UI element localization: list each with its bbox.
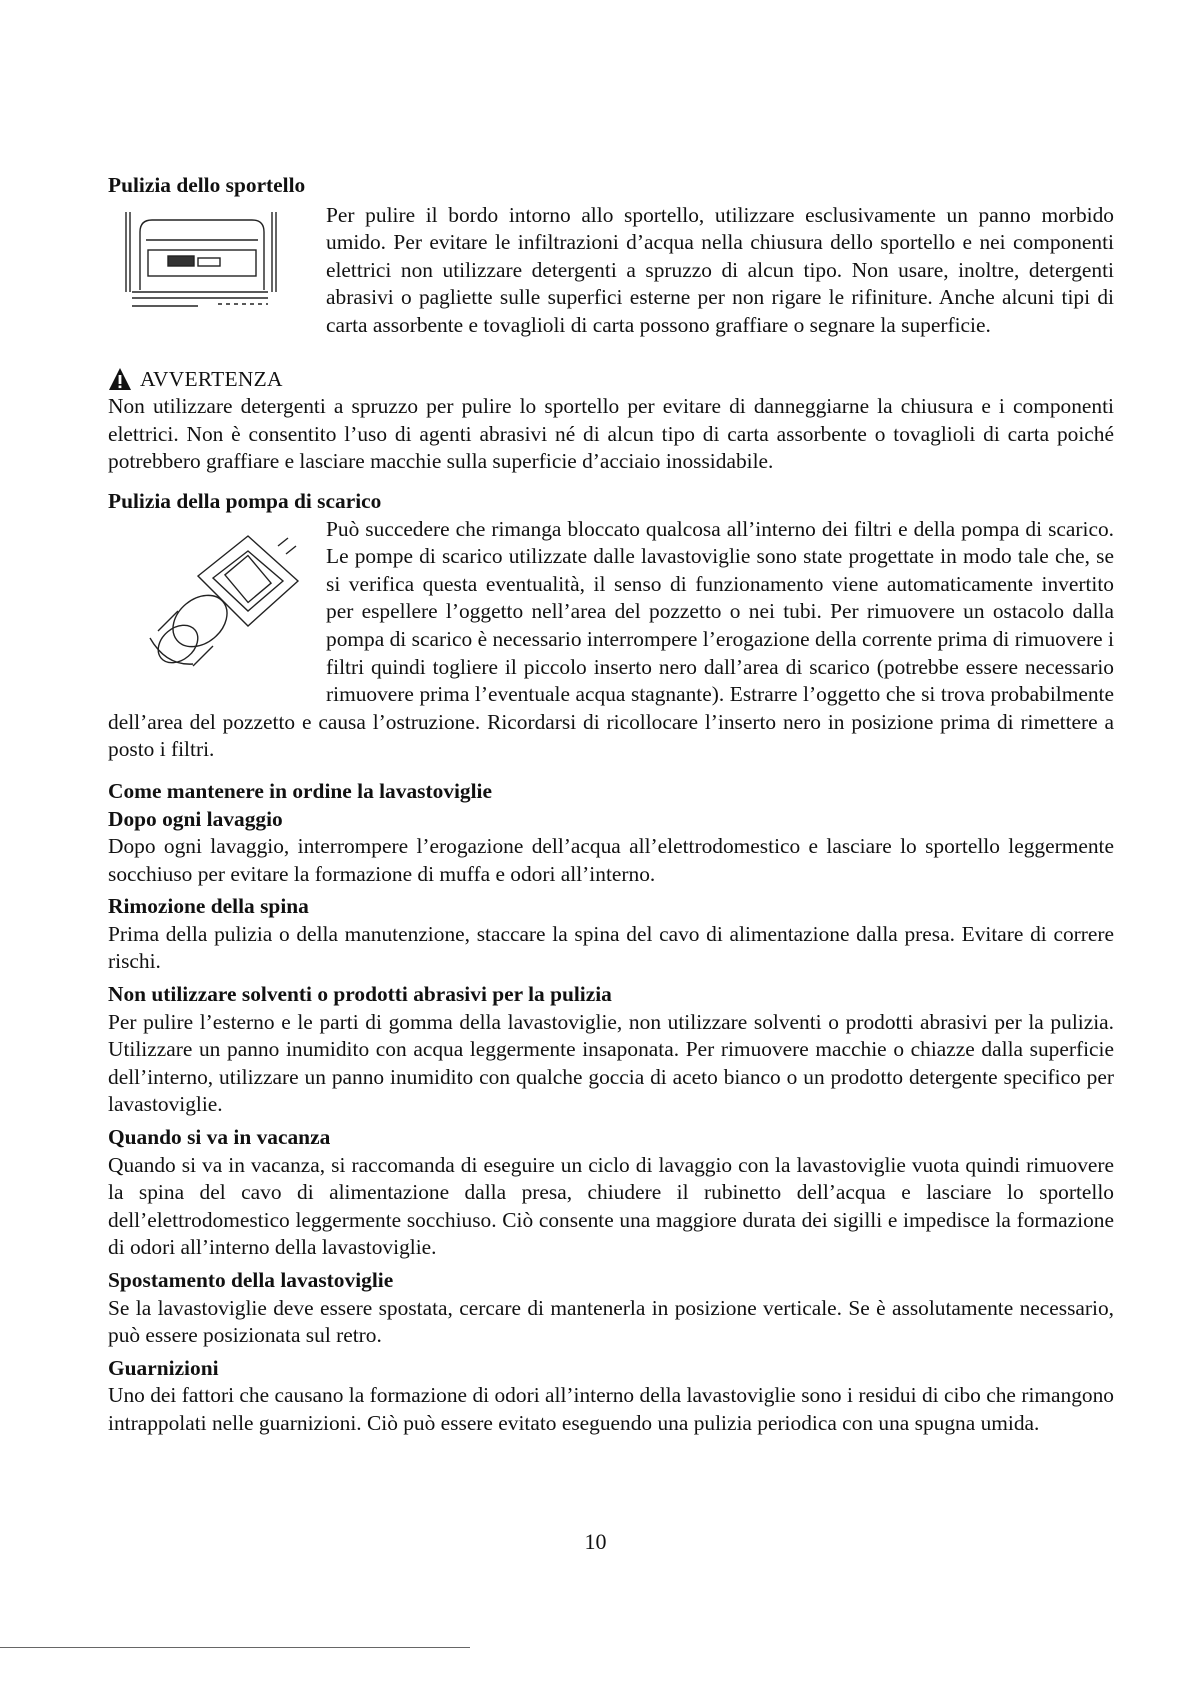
- section-warning: [108, 366, 1114, 476]
- warning-heading: AVVERTENZA: [140, 366, 283, 391]
- drain-pump-illustration: [108, 516, 326, 698]
- subsection-text: Se la lavastoviglie deve essere spostata, cercare di mantenerla in posizione verticale. Se è assolutamente necessario, può essere posizionata sul retro.: [108, 1295, 1114, 1348]
- section-care: [108, 778, 1114, 1438]
- section-pump-cleaning: [108, 488, 1114, 764]
- manual-page: [108, 172, 1114, 1438]
- warning-triangle-icon: [108, 367, 132, 391]
- subsection-heading: Quando si va in vacanza: [108, 1125, 331, 1150]
- section-heading: Pulizia della pompa di scarico: [108, 488, 382, 513]
- pump-cleaning-text: Può succedere che rimanga bloccato qualcosa all’interno dei filtri e della pompa di scarico. Le pompe di scarico utilizzate dalle lavastoviglie sono state progettate in modo tale che, se si verifica questa eventualità, il senso di funzionamento viene automaticamente invertito per espellere l’oggetto nell’area del pozzetto o nei tubi. Per rimuovere un ostacolo dalla pompa di scarico è necessario interrompere l’erogazione della corrente prima di rimuovere i filtri quindi togliere il piccolo inserto nero dall’area di scarico (potrebbe essere necessario rimuovere prima l’eventuale acqua stagnante). Estrarre l’oggetto che si trova probabilmente dell’area del pozzetto e causa l’ostruzione. Ricordarsi di ricollocare l’inserto nero in posizione prima di rimettere a posto i filtri.: [108, 516, 1114, 762]
- subsection-text: Dopo ogni lavaggio, interrompere l’erogazione dell’acqua all’elettrodomestico e lasciare lo sportello leggermente socchiuso per evitare la formazione di muffa e odori all’interno.: [108, 834, 1114, 886]
- subsection-heading: Guarnizioni: [108, 1355, 219, 1380]
- section-door-cleaning: [108, 172, 1114, 352]
- subsection-heading: Non utilizzare solventi o prodotti abrasivi per la pulizia: [108, 982, 612, 1007]
- footer-rule: [0, 1647, 470, 1648]
- dishwasher-door-illustration: [108, 202, 326, 352]
- subsection-heading: Rimozione della spina: [108, 894, 309, 919]
- subsection-heading: Spostamento della lavastoviglie: [108, 1268, 394, 1292]
- subsection-text: Per pulire l’esterno e le parti di gomma della lavastoviglie, non utilizzare solventi o prodotti abrasivi per la pulizia. Utilizzare un panno inumidito con acqua leggermente insaponata. Per rimuovere macchie o chiazze dalla superficie dell’interno, utilizzare un panno inumidito con qualche goccia di aceto bianco o un prodotto detergente specifico per lavastoviglie.: [108, 1009, 1114, 1117]
- page-number: 10: [584, 1529, 607, 1554]
- warning-text: Non utilizzare detergenti a spruzzo per pulire lo sportello per evitare di danneggiarne la chiusura e i componenti elettrici. Non è consentito l’uso di agenti abrasivi né di alcun tipo di carta assorbente o tovaglioli di carta poiché potrebbero graffiare e lasciare macchie sulla superficie d’acciaio inossidabile.: [108, 394, 1114, 474]
- door-cleaning-text: Per pulire il bordo intorno allo sportello, utilizzare esclusivamente un panno morbido umido. Per evitare le infiltrazioni d’acqua nella chiusura dello sportello e nei componenti elettrici non utilizzare detergenti a spruzzo di alcun tipo. Non usare, inoltre, detergenti abrasivi o pagliette sulle superfici esterne per non rigare le rifiniture. Anche alcuni tipi di carta assorbente e tovaglioli di carta possono graffiare o segnare la superficie.: [326, 202, 1114, 337]
- section-heading: Pulizia dello sportello: [108, 173, 306, 197]
- subsection-text: Uno dei fattori che causano la formazione di odori all’interno della lavastoviglie sono i residui di cibo che rimangono intrappolati nelle guarnizioni. Ciò può essere evitato eseguendo una pulizia periodica con una spugna umida.: [108, 1383, 1114, 1435]
- subsection-heading: Dopo ogni lavaggio: [108, 806, 283, 831]
- section-heading: Come mantenere in ordine la lavastoviglie: [108, 778, 492, 803]
- subsection-text: Quando si va in vacanza, si raccomanda di eseguire un ciclo di lavaggio con la lavastoviglie vuota quindi rimuovere la spina del cavo di alimentazione dalla presa, chiudere il rubinetto dell’acqua e lasciare lo sportello dell’elettrodomestico leggermente socchiuso. Ciò consente una maggiore durata dei sigilli e impedisce la formazione di odori all’interno della lavastoviglie.: [108, 1152, 1114, 1260]
- subsection-text: Prima della pulizia o della manutenzione, staccare la spina del cavo di alimentazione dalla presa. Evitare di correre rischi.: [108, 921, 1114, 974]
